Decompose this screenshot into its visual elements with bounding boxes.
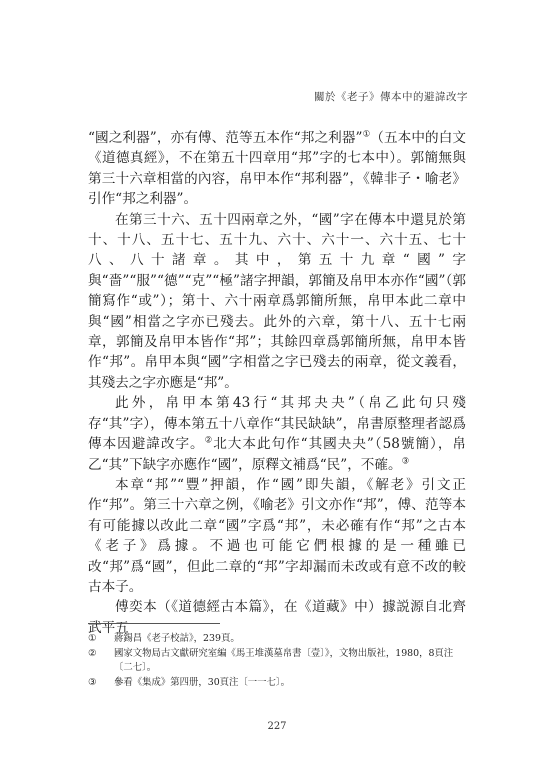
footnote-text: 蔣錫昌《老子校詁》，239頁。 (114, 633, 240, 644)
page-number: 227 (267, 721, 287, 732)
paragraph-text: 在第三十六、五十四兩章之外，“國”字在傳本中還見於第十、十八、五十七、五十九、六十、六十一、六十五、七十八、八十諸章。其中，第五十九章“國”字與“嗇”“服”“德”“克”“極”諸字押韻，郭簡及帛甲本亦作“國”（郭簡寫作“或”）；第十、六十兩章爲郭簡所無，帛甲本此二章中與“國”相當之字亦已殘去。此外的六章，第十八、五十七兩章，郭簡及帛甲本皆作“邦”；其餘四章爲郭簡所無，帛甲本皆作“邦”。帛甲本與“國”字相當之字已殘去的兩章，從文義看，其殘去之字亦應是“邦”。 (88, 211, 466, 391)
footnote-reference: ① (362, 129, 371, 140)
paragraph-text: 本章“邦”“豐”押韻，作“國”即失韻，《解老》引文正作“邦”。第三十六章之例，《喻老》引文亦作“邦”，傅、范等本有可能據以改此二章“國”字爲“邦”，未必確有作“邦”之古本《老子》爲據。不過也可能它們根據的是一種雖已改“邦”爲“國”，但此二章的“邦”字却漏而未改或有意不改的較古本子。 (88, 476, 466, 595)
footnote (88, 632, 460, 647)
footnote-reference: ③ (401, 455, 410, 466)
footnote-text: 參看《集成》第四册，30頁注〔一一七〕。 (114, 676, 290, 688)
paragraph-text: 此外，帛甲本第43行“其邦夬夬”（帛乙此句只殘存“其”字），傳本第五十八章作“其民缺缺”，帛書原整理者認爲傳本因避諱改字。 (88, 395, 466, 453)
body-paragraph (88, 393, 466, 475)
paragraph-text: （五本中的白文《道德真經》，不在第五十四章用“邦”字的七本中）。郭簡無與第三十六章相當的內容，帛甲本作“邦利器”，《韓非子・喻老》引作“邦之利器”。 (88, 130, 467, 208)
footnote-text: 國家文物局古文獻研究室編《馬王堆漢墓帛書〔壹〕》，文物出版社，1980，8頁注〔二七〕。 (114, 647, 454, 673)
paragraph-text: 北大本此句作“其國夬夬”（58號簡），帛乙“其”下缺字亦應作“國”，原釋文補爲“民”，不確。 (88, 436, 466, 473)
body-text (88, 128, 466, 638)
footnotes (88, 632, 460, 690)
body-paragraph (88, 128, 466, 210)
footnote-mark: ③ (88, 676, 97, 688)
footnote-mark: ② (88, 647, 97, 659)
footnote (88, 647, 460, 676)
paragraph-text: “國之利器”，亦有傅、范等五本作“邦之利器” (88, 130, 363, 146)
footnote (88, 676, 460, 691)
paragraph-text: 傅奕本（《道德經古本篇》，在《道藏》中）據説源自北齊武平五 (88, 599, 466, 636)
footnote-mark: ① (88, 633, 97, 644)
footnote-reference: ② (204, 435, 214, 446)
footnote-separator (88, 623, 220, 624)
body-paragraph (88, 475, 466, 597)
body-paragraph (88, 210, 466, 394)
running-header: 關於《老子》傳本中的避諱改字 (314, 91, 468, 103)
